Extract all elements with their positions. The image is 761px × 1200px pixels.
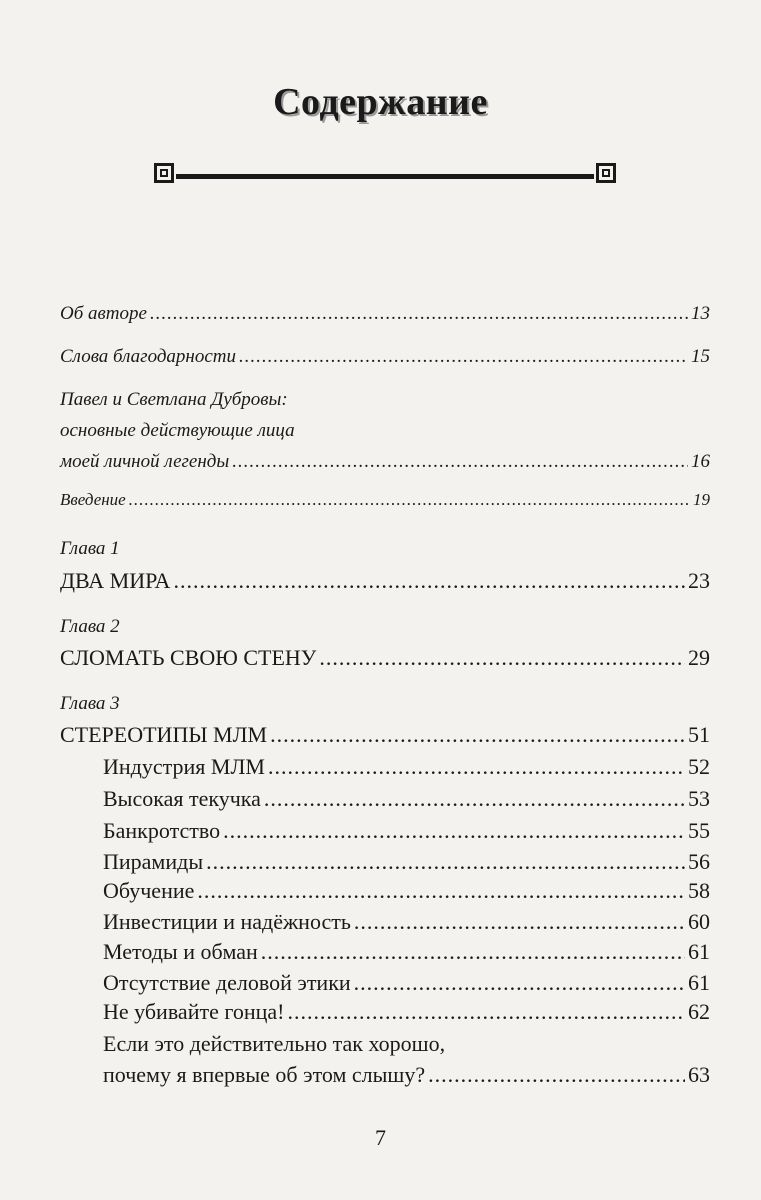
- section-title: Отсутствие деловой этики: [103, 970, 351, 995]
- chapter-title: ДВА МИРА: [60, 568, 171, 593]
- leader-dots: [428, 1062, 685, 1088]
- page-number: 7: [375, 1125, 386, 1150]
- entry-title-line3: моей личной легенды: [60, 451, 230, 472]
- ornament-rule: [176, 174, 594, 179]
- toc-entry-introduction[interactable]: [60, 490, 710, 510]
- entry-title: Об авторе: [60, 303, 147, 324]
- toc-chapter-1[interactable]: [60, 568, 710, 594]
- toc-chapter-2[interactable]: [60, 645, 710, 671]
- leader-dots: [261, 939, 685, 965]
- chapter-label: Глава 3: [60, 693, 120, 714]
- leader-dots: [173, 568, 685, 594]
- toc-entry-acknowledgements[interactable]: [60, 346, 710, 368]
- leader-dots: [129, 490, 690, 510]
- chapter-page: 51: [688, 722, 710, 747]
- entry-page: 19: [693, 490, 710, 509]
- leader-dots: [270, 722, 685, 748]
- section-title-line2: почему я впервые об этом слышу?: [103, 1062, 426, 1087]
- entry-page: 15: [691, 346, 710, 367]
- section-page: 52: [688, 754, 710, 779]
- toc-section[interactable]: [103, 754, 710, 780]
- section-page: 60: [688, 909, 710, 934]
- entry-page: 16: [691, 451, 710, 472]
- toc-entry-dubrovy[interactable]: [60, 451, 710, 473]
- leader-dots: [354, 970, 685, 996]
- section-title: Банкротство: [103, 818, 221, 843]
- ornament-square-right: [596, 163, 616, 183]
- leader-dots: [206, 849, 685, 875]
- leader-dots: [223, 818, 685, 844]
- chapter-label: Глава 2: [60, 616, 120, 637]
- section-page: 61: [688, 939, 710, 964]
- entry-title: Введение: [60, 490, 126, 509]
- section-title: Высокая текучка: [103, 786, 261, 811]
- toc-entry-about-author[interactable]: [60, 303, 710, 325]
- leader-dots: [287, 999, 685, 1025]
- leader-dots: [239, 346, 688, 368]
- chapter-page: 29: [688, 645, 710, 670]
- section-page: 62: [688, 999, 710, 1024]
- toc-section[interactable]: [103, 970, 710, 996]
- entry-title-line1: Павел и Светлана Дубровы:: [60, 389, 288, 410]
- toc-section[interactable]: [103, 786, 710, 812]
- title-ornament: [150, 162, 620, 192]
- section-title: Не убивайте гонца!: [103, 999, 285, 1024]
- section-page: 55: [688, 818, 710, 843]
- toc-section[interactable]: [103, 909, 710, 935]
- section-title-line1: Если это действительно так хорошо,: [103, 1031, 446, 1056]
- chapter-title: СЛОМАТЬ СВОЮ СТЕНУ: [60, 645, 317, 670]
- section-title: Пирамиды: [103, 849, 204, 874]
- toc-chapter-3[interactable]: [60, 722, 710, 748]
- leader-dots: [354, 909, 685, 935]
- toc-section[interactable]: [103, 849, 710, 875]
- section-title: Методы и обман: [103, 939, 258, 964]
- ornament-square-left: [154, 163, 174, 183]
- section-title: Индустрия МЛМ: [103, 754, 265, 779]
- section-page: 58: [688, 878, 710, 903]
- entry-title-line2: основные действующие лица: [60, 420, 295, 441]
- toc-section[interactable]: [103, 818, 710, 844]
- toc-section[interactable]: [103, 939, 710, 965]
- toc-section[interactable]: [103, 1062, 710, 1088]
- section-page: 53: [688, 786, 710, 811]
- leader-dots: [268, 754, 685, 780]
- leader-dots: [319, 645, 685, 671]
- section-page: 63: [688, 1062, 710, 1087]
- entry-title: Слова благодарности: [60, 346, 237, 367]
- chapter-label: Глава 1: [60, 538, 120, 559]
- toc-section[interactable]: [103, 999, 710, 1025]
- section-page: 56: [688, 849, 710, 874]
- leader-dots: [197, 878, 685, 904]
- section-title: Обучение: [103, 878, 195, 903]
- chapter-title: СТЕРЕОТИПЫ МЛМ: [60, 722, 268, 747]
- chapter-page: 23: [688, 568, 710, 593]
- toc-section[interactable]: [103, 878, 710, 904]
- page-title: Содержание: [273, 81, 488, 123]
- leader-dots: [232, 451, 688, 473]
- entry-page: 13: [691, 303, 710, 324]
- section-title: Инвестиции и надёжность: [103, 909, 351, 934]
- leader-dots: [150, 303, 688, 325]
- leader-dots: [264, 786, 685, 812]
- section-page: 61: [688, 970, 710, 995]
